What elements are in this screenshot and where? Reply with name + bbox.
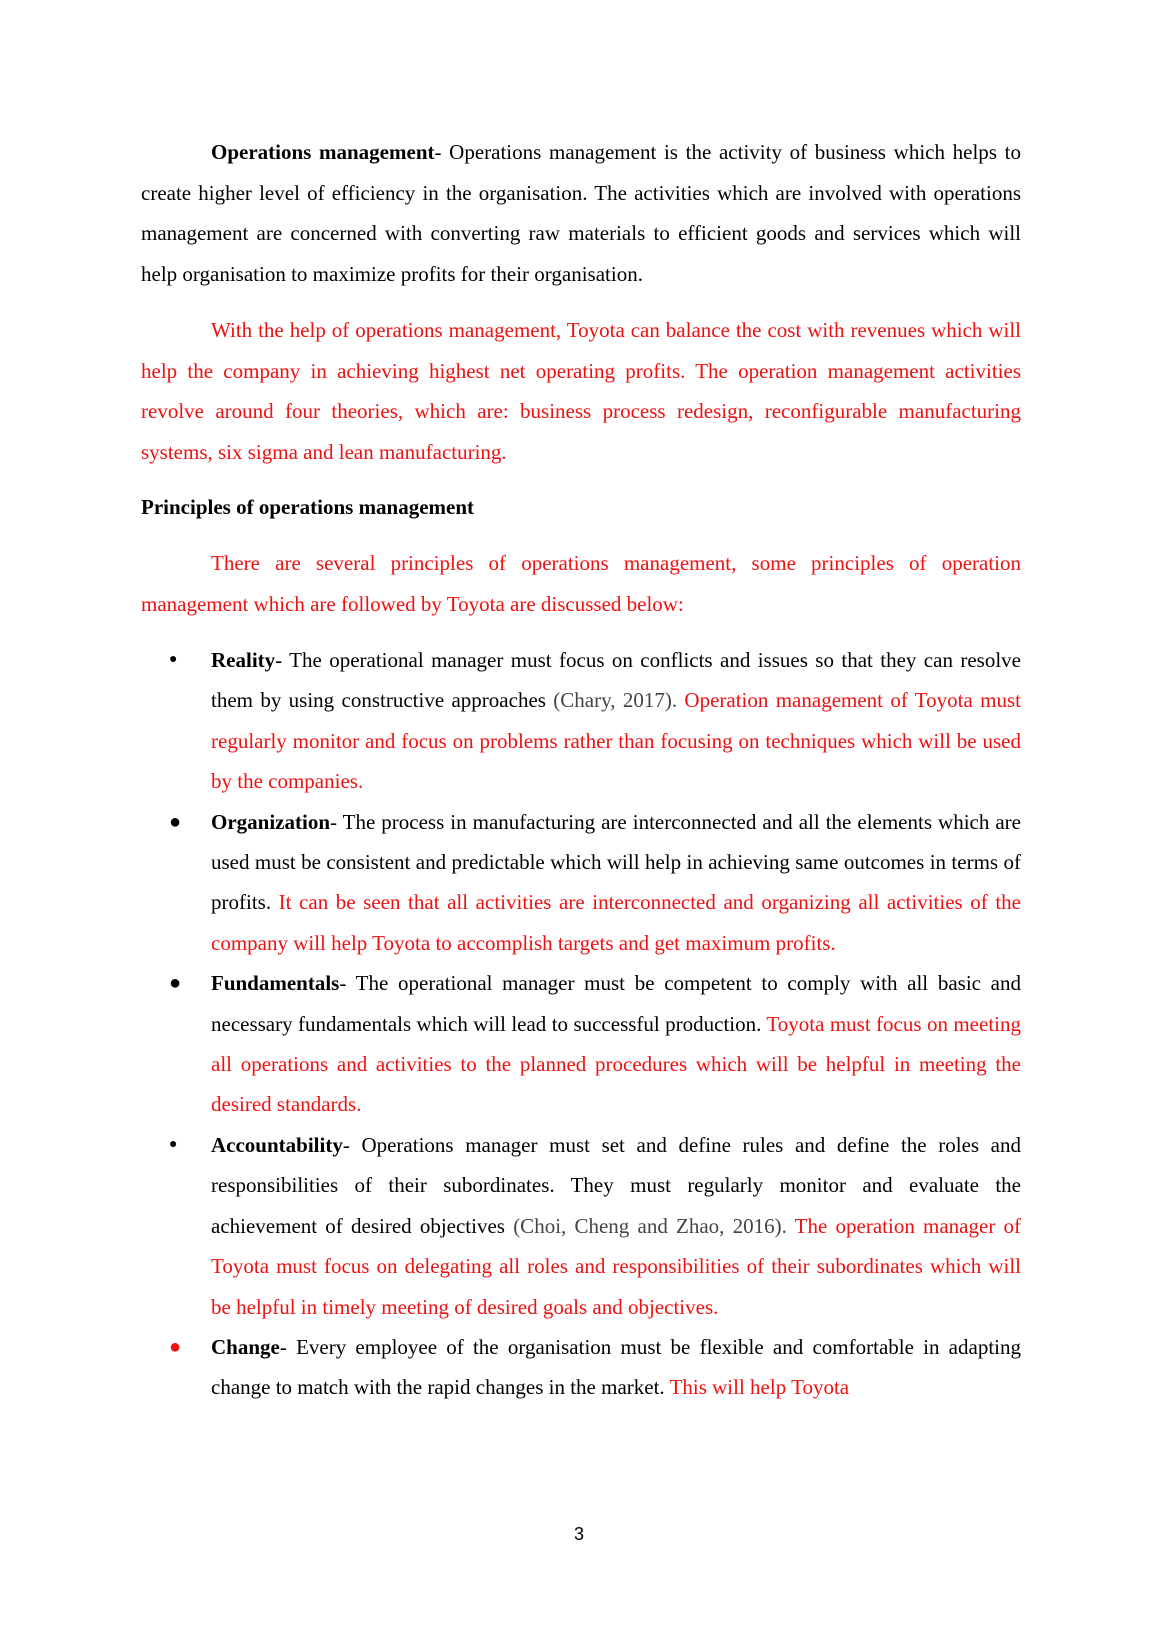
bullet-icon: ● <box>169 652 178 667</box>
bullet-icon: ● <box>169 810 182 833</box>
toyota-operations-paragraph: With the help of operations management, Toyota can balance the cost with revenues which will help the company in achieving highest net operating profits. The operation management activities revolve around four theories, which are: business process redesign, reconfigurable manufacturing systems, six sigma and lean manufacturing. <box>141 318 1021 464</box>
item-red-text: The operation manager of Toyota must focus on delegating all roles and responsibilities of their subordinates which will be helpful in timely meeting of desired goals and objectives. <box>211 1213 1022 1319</box>
item-red-text: Toyota must focus on meeting all operations and activities to the planned procedures which will be helpful in meeting the desired standards. <box>211 1011 1021 1117</box>
page-number: 3 <box>573 1524 584 1544</box>
term-operations-management: Operations management <box>211 140 435 164</box>
item-term: Organization <box>211 809 330 834</box>
item-red-text: Operation management of Toyota must regularly monitor and focus on problems rather than focusing on techniques which will be used by the companies. <box>211 688 1022 794</box>
definition-text: - Operations management is the activity of business which helps to create higher level of efficiency in the organisation. The activities which are involved with operations management are concerned with converting raw materials to efficient goods and services which will help organisation to maximize profits for their organisation. <box>141 140 1021 286</box>
item-text: - The operational manager must focus on conflicts and issues so that they can resolve them by using constructive approaches <box>211 648 1021 713</box>
item-term: Accountability <box>211 1132 343 1157</box>
list-item-fundamentals <box>141 963 1021 1125</box>
principles-list <box>141 640 1021 1408</box>
item-term: Change <box>211 1334 280 1359</box>
list-item-accountability <box>141 1125 1021 1327</box>
item-text: - The operational manager must be competent to comply with all basic and necessary fundamentals which will lead to successful production. <box>211 971 1021 1036</box>
item-text: - The process in manufacturing are interconnected and all the elements which are used must be consistent and predictable which will help in achieving same outcomes in terms of profits. <box>211 809 1021 915</box>
page-body <box>141 132 1021 1408</box>
operations-management-definition <box>141 132 1021 294</box>
list-item-reality <box>141 640 1021 802</box>
item-text: - Operations manager must set and define rules and define the roles and responsibilities of their subordinates. They must regularly monitor and evaluate the achievement of desired objectives <box>211 1132 1021 1238</box>
principles-heading: Principles of operations management <box>141 495 475 519</box>
bullet-icon: ● <box>169 1335 182 1358</box>
item-citation: (Chary, 2017). <box>553 688 678 713</box>
principles-intro: There are several principles of operations management, some principles of operation management which are followed by Toyota are discussed below: <box>141 551 1021 616</box>
item-red-text: It can be seen that all activities are interconnected and organizing all activities of the company will help Toyota to accomplish targets and get maximum profits. <box>211 890 1021 955</box>
item-term: Reality <box>211 648 276 672</box>
item-red-text: This will help Toyota <box>669 1375 850 1400</box>
item-citation: (Choi, Cheng and Zhao, 2016). <box>513 1213 787 1238</box>
list-item-organization <box>141 802 1021 964</box>
item-term: Fundamentals <box>211 971 340 996</box>
bullet-icon: ● <box>169 1136 178 1152</box>
item-text: - Every employee of the organisation must be flexible and comfortable in adapting change to match with the rapid changes in the market. <box>211 1334 1021 1400</box>
bullet-icon: ● <box>169 972 182 995</box>
list-item-change <box>141 1327 1021 1408</box>
